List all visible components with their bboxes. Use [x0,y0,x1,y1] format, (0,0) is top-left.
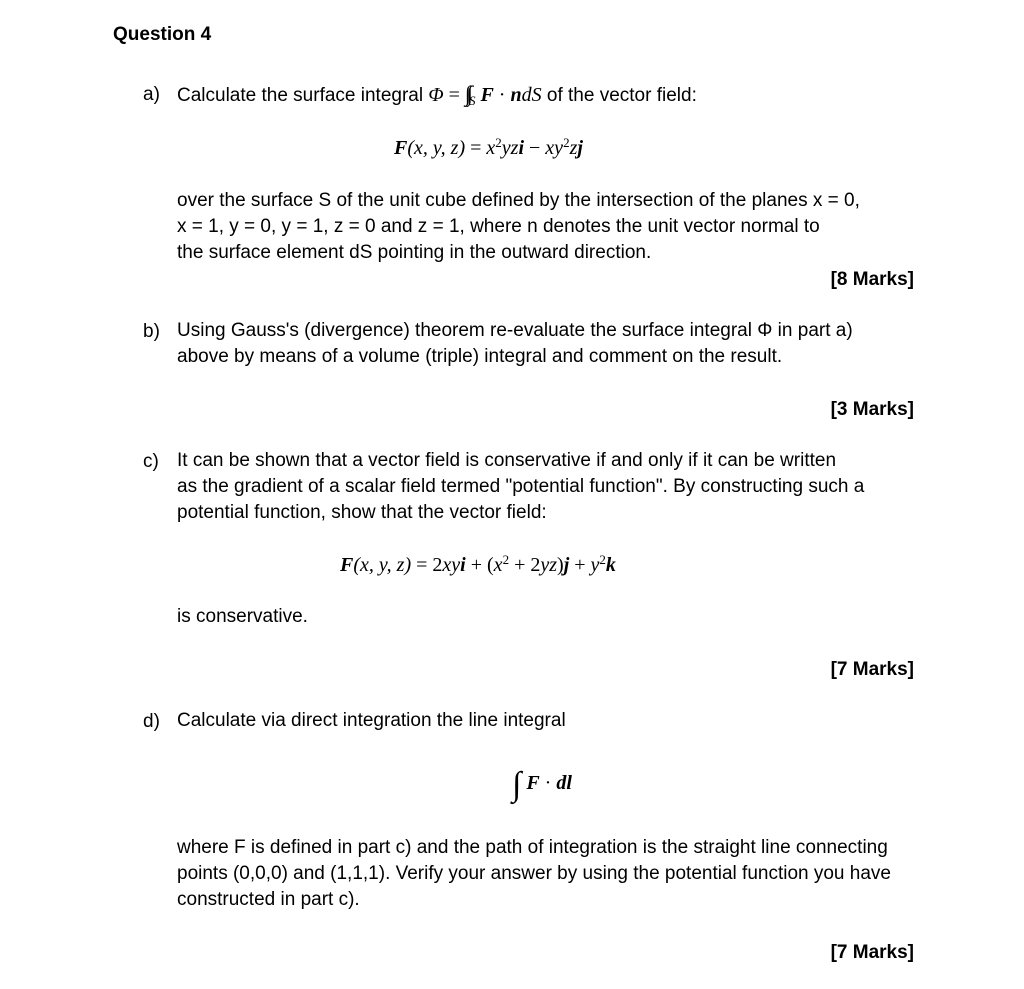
part-c-line-2: as the gradient of a scalar field termed "potential function". By constructing such a [177,476,865,497]
part-a-intro-text-1: Calculate the surface integral [177,85,424,106]
part-b-label: b) [143,321,160,342]
part-d-marks: [7 Marks] [830,942,914,963]
part-a-equation: F(x, y, $z) = x^2yzi - xy^2zj$ [394,135,583,159]
part-d-line-1: where F is defined in part c) and the path of integration is the straight line connecting [177,837,888,858]
part-a-intro-math: $\Phi = \int\int_S$ F · ndS [428,81,542,108]
part-a-label: a) [143,84,160,105]
part-c-marks: [7 Marks] [830,659,914,680]
part-a-body-line-2: x = 1, y = 0, y = 1, z = 0 and z = 1, where n denotes the unit vector normal to [177,216,820,237]
integral-sign-icon: ∫ [512,766,522,803]
part-a-body-line-3: the surface element dS pointing in the outward direction. [177,242,652,263]
part-c-label: c) [143,451,159,472]
part-d-equation: ∫ F · dl [512,766,572,803]
part-c-line-1: It can be shown that a vector field is conservative if and only if it can be written [177,450,837,471]
part-b-line-1: Using Gauss's (divergence) theorem re-evaluate the surface integral Φ in part a) [177,320,853,341]
part-c-line-3: potential function, show that the vector field: [177,502,547,523]
part-d-intro: Calculate via direct integration the line integral [177,710,566,731]
part-d-line-3: constructed in part c). [177,889,360,910]
part-d-label: d) [143,711,160,732]
part-a-marks: [8 Marks] [830,269,914,290]
part-c-equation: F(x, y, $z) = 2xyi + (x^2 + 2yz)j + y^2k$ [340,552,616,576]
part-d-line-2: points (0,0,0) and (1,1,1). Verify your answer by using the potential function you have [177,863,891,884]
part-a-intro-text-2: of the vector field: [546,85,697,106]
part-c-conclusion: is conservative. [177,606,308,627]
part-b-marks: [3 Marks] [830,399,914,420]
part-a-intro [177,81,697,109]
part-b-line-2: above by means of a volume (triple) integral and comment on the result. [177,346,783,367]
question-title: Question 4 [113,24,212,45]
part-a-body-line-1: over the surface S of the unit cube defined by the intersection of the planes x = 0, [177,190,860,211]
